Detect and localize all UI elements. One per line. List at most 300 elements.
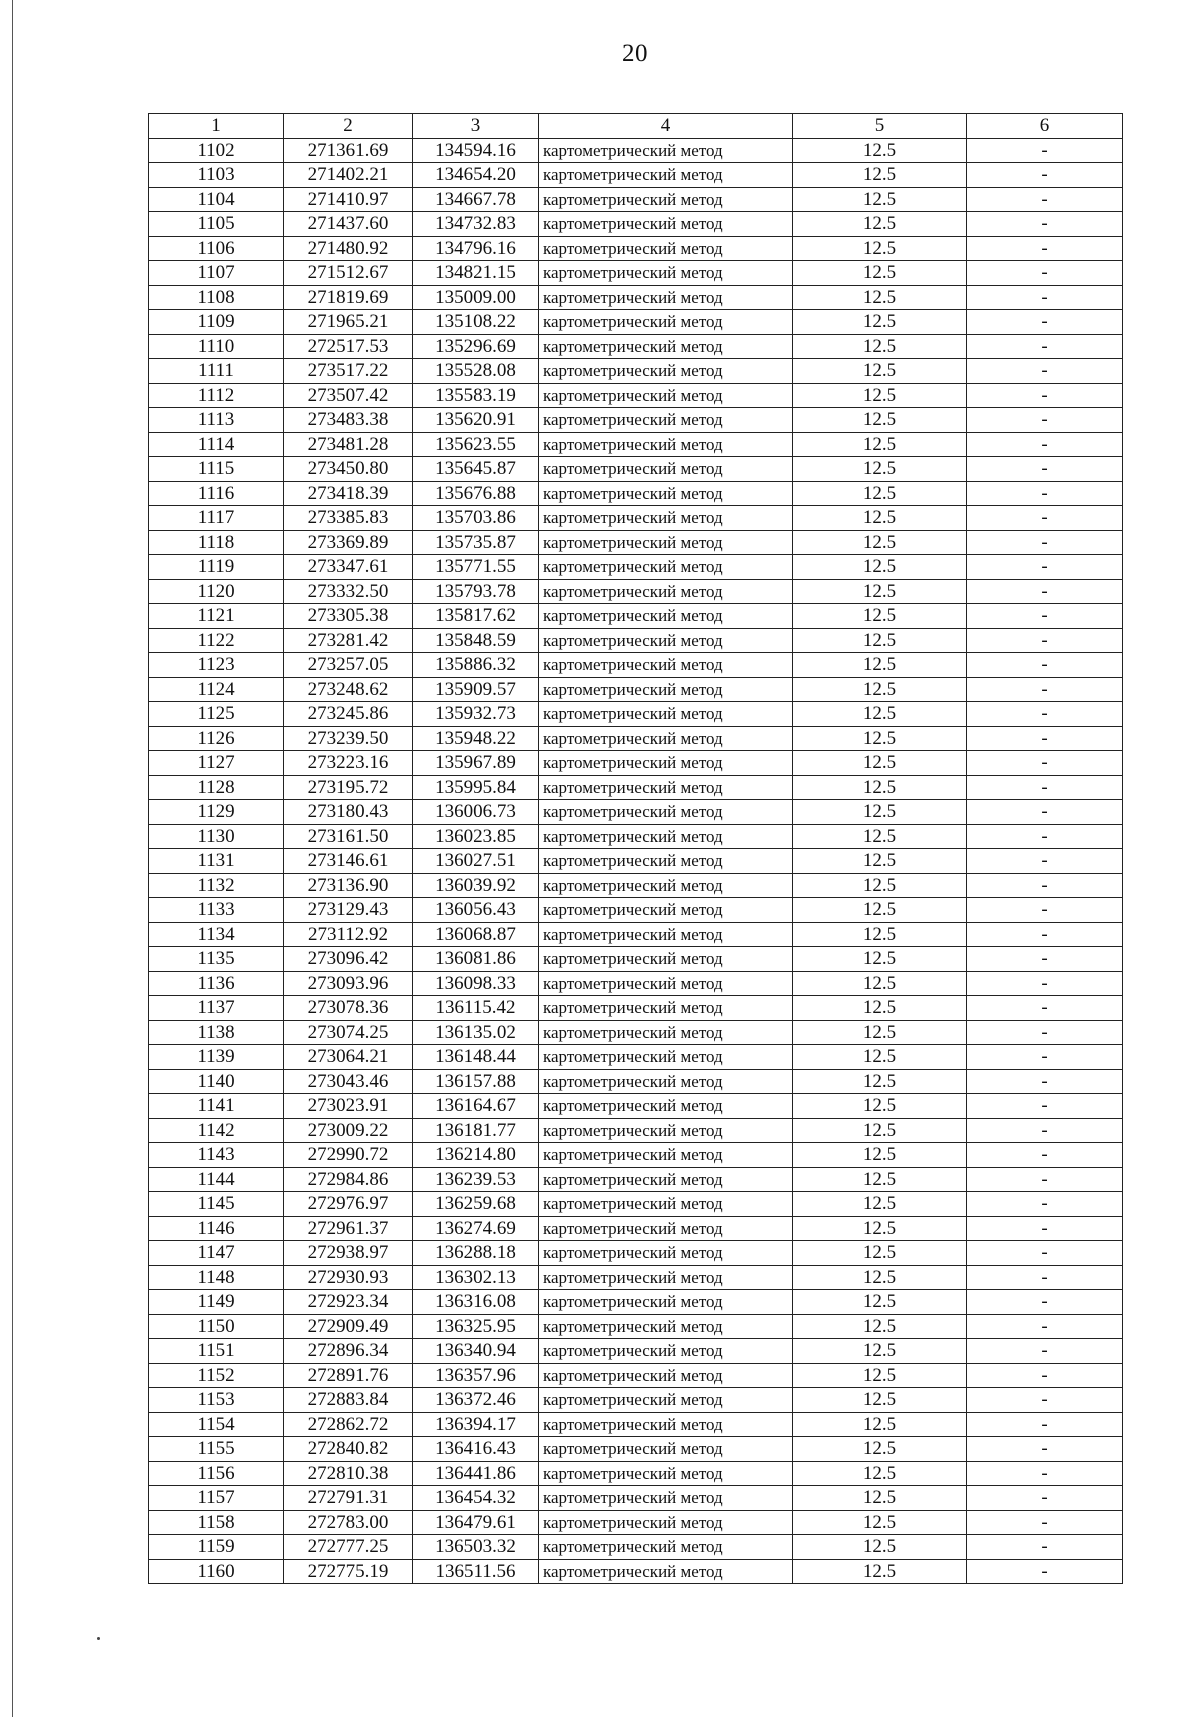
cell-method: картометрический метод — [539, 285, 793, 310]
cell-x-coordinate: 272883.84 — [284, 1388, 413, 1413]
cell-note: - — [967, 1535, 1123, 1560]
scan-speck — [97, 1637, 100, 1640]
cell-accuracy: 12.5 — [793, 1412, 967, 1437]
cell-y-coordinate: 136479.61 — [413, 1510, 539, 1535]
header-cell-5: 5 — [793, 114, 967, 139]
cell-y-coordinate: 135108.22 — [413, 310, 539, 335]
cell-method: картометрический метод — [539, 1216, 793, 1241]
cell-y-coordinate: 135848.59 — [413, 628, 539, 653]
table-row — [149, 800, 1123, 825]
cell-accuracy: 12.5 — [793, 579, 967, 604]
cell-note: - — [967, 408, 1123, 433]
cell-accuracy: 12.5 — [793, 1314, 967, 1339]
cell-x-coordinate: 272938.97 — [284, 1241, 413, 1266]
cell-y-coordinate: 134594.16 — [413, 138, 539, 163]
cell-method: картометрический метод — [539, 236, 793, 261]
cell-accuracy: 12.5 — [793, 1192, 967, 1217]
cell-point-number: 1135 — [149, 947, 284, 972]
cell-y-coordinate: 134796.16 — [413, 236, 539, 261]
cell-accuracy: 12.5 — [793, 1339, 967, 1364]
cell-method: картометрический метод — [539, 628, 793, 653]
cell-method: картометрический метод — [539, 163, 793, 188]
cell-y-coordinate: 136081.86 — [413, 947, 539, 972]
cell-point-number: 1152 — [149, 1363, 284, 1388]
cell-point-number: 1111 — [149, 359, 284, 384]
header-cell-3: 3 — [413, 114, 539, 139]
table-row — [149, 1461, 1123, 1486]
cell-x-coordinate: 273257.05 — [284, 653, 413, 678]
table-row — [149, 1216, 1123, 1241]
cell-y-coordinate: 134654.20 — [413, 163, 539, 188]
cell-method: картометрический метод — [539, 677, 793, 702]
cell-y-coordinate: 135583.19 — [413, 383, 539, 408]
cell-x-coordinate: 272862.72 — [284, 1412, 413, 1437]
cell-point-number: 1154 — [149, 1412, 284, 1437]
cell-point-number: 1116 — [149, 481, 284, 506]
cell-note: - — [967, 187, 1123, 212]
cell-method: картометрический метод — [539, 800, 793, 825]
page-number: 20 — [622, 40, 648, 67]
cell-note: - — [967, 653, 1123, 678]
cell-method: картометрический метод — [539, 138, 793, 163]
cell-y-coordinate: 136316.08 — [413, 1290, 539, 1315]
cell-point-number: 1134 — [149, 922, 284, 947]
table-row — [149, 408, 1123, 433]
cell-y-coordinate: 135009.00 — [413, 285, 539, 310]
cell-x-coordinate: 273418.39 — [284, 481, 413, 506]
cell-y-coordinate: 135296.69 — [413, 334, 539, 359]
cell-note: - — [967, 1388, 1123, 1413]
cell-point-number: 1141 — [149, 1094, 284, 1119]
table-row — [149, 1412, 1123, 1437]
cell-note: - — [967, 849, 1123, 874]
cell-y-coordinate: 136239.53 — [413, 1167, 539, 1192]
cell-method: картометрический метод — [539, 481, 793, 506]
cell-note: - — [967, 457, 1123, 482]
cell-point-number: 1129 — [149, 800, 284, 825]
cell-point-number: 1140 — [149, 1069, 284, 1094]
cell-point-number: 1123 — [149, 653, 284, 678]
cell-accuracy: 12.5 — [793, 1241, 967, 1266]
cell-note: - — [967, 1020, 1123, 1045]
cell-note: - — [967, 359, 1123, 384]
cell-y-coordinate: 136302.13 — [413, 1265, 539, 1290]
cell-y-coordinate: 136148.44 — [413, 1045, 539, 1070]
cell-method: картометрический метод — [539, 971, 793, 996]
cell-note: - — [967, 138, 1123, 163]
cell-accuracy: 12.5 — [793, 1143, 967, 1168]
cell-accuracy: 12.5 — [793, 506, 967, 531]
scan-margin-line — [12, 0, 13, 1717]
table-row — [149, 1363, 1123, 1388]
cell-accuracy: 12.5 — [793, 383, 967, 408]
cell-x-coordinate: 271402.21 — [284, 163, 413, 188]
cell-x-coordinate: 272775.19 — [284, 1559, 413, 1584]
cell-point-number: 1109 — [149, 310, 284, 335]
cell-method: картометрический метод — [539, 1167, 793, 1192]
cell-y-coordinate: 135528.08 — [413, 359, 539, 384]
cell-x-coordinate: 273450.80 — [284, 457, 413, 482]
cell-method: картометрический метод — [539, 1290, 793, 1315]
cell-y-coordinate: 135995.84 — [413, 775, 539, 800]
cell-accuracy: 12.5 — [793, 1486, 967, 1511]
cell-method: картометрический метод — [539, 1314, 793, 1339]
table-row — [149, 138, 1123, 163]
cell-accuracy: 12.5 — [793, 1020, 967, 1045]
cell-point-number: 1107 — [149, 261, 284, 286]
cell-method: картометрический метод — [539, 383, 793, 408]
cell-point-number: 1110 — [149, 334, 284, 359]
cell-y-coordinate: 136056.43 — [413, 898, 539, 923]
cell-y-coordinate: 136157.88 — [413, 1069, 539, 1094]
cell-note: - — [967, 1510, 1123, 1535]
table-row — [149, 1045, 1123, 1070]
cell-note: - — [967, 1437, 1123, 1462]
cell-x-coordinate: 272961.37 — [284, 1216, 413, 1241]
cell-note: - — [967, 751, 1123, 776]
cell-x-coordinate: 273146.61 — [284, 849, 413, 874]
cell-accuracy: 12.5 — [793, 800, 967, 825]
coordinates-table — [148, 113, 1123, 1584]
cell-x-coordinate: 273129.43 — [284, 898, 413, 923]
cell-x-coordinate: 273347.61 — [284, 555, 413, 580]
cell-x-coordinate: 272891.76 — [284, 1363, 413, 1388]
cell-note: - — [967, 922, 1123, 947]
cell-method: картометрический метод — [539, 1020, 793, 1045]
cell-y-coordinate: 134667.78 — [413, 187, 539, 212]
cell-x-coordinate: 272896.34 — [284, 1339, 413, 1364]
cell-x-coordinate: 272783.00 — [284, 1510, 413, 1535]
cell-point-number: 1130 — [149, 824, 284, 849]
cell-method: картометрический метод — [539, 408, 793, 433]
table-row — [149, 506, 1123, 531]
cell-x-coordinate: 272976.97 — [284, 1192, 413, 1217]
table-row — [149, 1314, 1123, 1339]
cell-x-coordinate: 272990.72 — [284, 1143, 413, 1168]
cell-method: картометрический метод — [539, 775, 793, 800]
cell-y-coordinate: 135623.55 — [413, 432, 539, 457]
cell-x-coordinate: 272923.34 — [284, 1290, 413, 1315]
cell-point-number: 1105 — [149, 212, 284, 237]
cell-point-number: 1120 — [149, 579, 284, 604]
table-row — [149, 873, 1123, 898]
cell-point-number: 1122 — [149, 628, 284, 653]
cell-accuracy: 12.5 — [793, 530, 967, 555]
cell-y-coordinate: 136454.32 — [413, 1486, 539, 1511]
table-row — [149, 653, 1123, 678]
cell-x-coordinate: 273385.83 — [284, 506, 413, 531]
cell-x-coordinate: 271361.69 — [284, 138, 413, 163]
cell-note: - — [967, 1167, 1123, 1192]
cell-note: - — [967, 1314, 1123, 1339]
cell-point-number: 1131 — [149, 849, 284, 874]
cell-note: - — [967, 285, 1123, 310]
cell-x-coordinate: 273096.42 — [284, 947, 413, 972]
cell-x-coordinate: 273112.92 — [284, 922, 413, 947]
cell-y-coordinate: 135948.22 — [413, 726, 539, 751]
cell-method: картометрический метод — [539, 1192, 793, 1217]
table-row — [149, 359, 1123, 384]
cell-point-number: 1151 — [149, 1339, 284, 1364]
table-row — [149, 947, 1123, 972]
cell-method: картометрический метод — [539, 579, 793, 604]
cell-note: - — [967, 334, 1123, 359]
cell-accuracy: 12.5 — [793, 1290, 967, 1315]
cell-method: картометрический метод — [539, 1461, 793, 1486]
cell-y-coordinate: 135793.78 — [413, 579, 539, 604]
cell-point-number: 1158 — [149, 1510, 284, 1535]
cell-method: картометрический метод — [539, 824, 793, 849]
cell-point-number: 1153 — [149, 1388, 284, 1413]
cell-method: картометрический метод — [539, 1437, 793, 1462]
cell-note: - — [967, 506, 1123, 531]
cell-note: - — [967, 1486, 1123, 1511]
cell-point-number: 1124 — [149, 677, 284, 702]
cell-x-coordinate: 273223.16 — [284, 751, 413, 776]
header-cell-2: 2 — [284, 114, 413, 139]
cell-point-number: 1132 — [149, 873, 284, 898]
cell-note: - — [967, 947, 1123, 972]
table-row — [149, 1069, 1123, 1094]
cell-accuracy: 12.5 — [793, 1437, 967, 1462]
cell-accuracy: 12.5 — [793, 555, 967, 580]
cell-y-coordinate: 134821.15 — [413, 261, 539, 286]
cell-note: - — [967, 604, 1123, 629]
table-row — [149, 628, 1123, 653]
cell-method: картометрический метод — [539, 1241, 793, 1266]
cell-y-coordinate: 135909.57 — [413, 677, 539, 702]
table-row — [149, 285, 1123, 310]
cell-accuracy: 12.5 — [793, 898, 967, 923]
table-row — [149, 1192, 1123, 1217]
table-row — [149, 187, 1123, 212]
cell-x-coordinate: 273369.89 — [284, 530, 413, 555]
cell-method: картометрический метод — [539, 653, 793, 678]
cell-accuracy: 12.5 — [793, 457, 967, 482]
cell-x-coordinate: 273507.42 — [284, 383, 413, 408]
cell-y-coordinate: 135886.32 — [413, 653, 539, 678]
cell-x-coordinate: 272840.82 — [284, 1437, 413, 1462]
cell-accuracy: 12.5 — [793, 922, 967, 947]
cell-point-number: 1159 — [149, 1535, 284, 1560]
cell-x-coordinate: 272791.31 — [284, 1486, 413, 1511]
cell-note: - — [967, 1290, 1123, 1315]
cell-accuracy: 12.5 — [793, 1045, 967, 1070]
cell-y-coordinate: 136394.17 — [413, 1412, 539, 1437]
cell-y-coordinate: 136098.33 — [413, 971, 539, 996]
cell-note: - — [967, 1216, 1123, 1241]
cell-method: картометрический метод — [539, 1388, 793, 1413]
cell-note: - — [967, 1339, 1123, 1364]
cell-y-coordinate: 136039.92 — [413, 873, 539, 898]
cell-accuracy: 12.5 — [793, 1118, 967, 1143]
cell-accuracy: 12.5 — [793, 628, 967, 653]
cell-y-coordinate: 136503.32 — [413, 1535, 539, 1560]
cell-accuracy: 12.5 — [793, 702, 967, 727]
cell-accuracy: 12.5 — [793, 261, 967, 286]
cell-y-coordinate: 136357.96 — [413, 1363, 539, 1388]
cell-y-coordinate: 135676.88 — [413, 481, 539, 506]
cell-note: - — [967, 481, 1123, 506]
cell-note: - — [967, 212, 1123, 237]
cell-method: картометрический метод — [539, 604, 793, 629]
cell-x-coordinate: 273064.21 — [284, 1045, 413, 1070]
cell-accuracy: 12.5 — [793, 751, 967, 776]
cell-note: - — [967, 261, 1123, 286]
table-row — [149, 163, 1123, 188]
cell-method: картометрический метод — [539, 1094, 793, 1119]
cell-accuracy: 12.5 — [793, 359, 967, 384]
cell-point-number: 1115 — [149, 457, 284, 482]
cell-note: - — [967, 1412, 1123, 1437]
cell-note: - — [967, 1241, 1123, 1266]
cell-x-coordinate: 273161.50 — [284, 824, 413, 849]
cell-accuracy: 12.5 — [793, 1559, 967, 1584]
cell-y-coordinate: 135967.89 — [413, 751, 539, 776]
table-row — [149, 849, 1123, 874]
table-row — [149, 334, 1123, 359]
cell-method: картометрический метод — [539, 310, 793, 335]
cell-accuracy: 12.5 — [793, 285, 967, 310]
table-row — [149, 898, 1123, 923]
cell-y-coordinate: 136181.77 — [413, 1118, 539, 1143]
cell-method: картометрический метод — [539, 898, 793, 923]
cell-point-number: 1136 — [149, 971, 284, 996]
cell-note: - — [967, 1461, 1123, 1486]
cell-y-coordinate: 136135.02 — [413, 1020, 539, 1045]
table-row — [149, 751, 1123, 776]
cell-x-coordinate: 273481.28 — [284, 432, 413, 457]
cell-accuracy: 12.5 — [793, 138, 967, 163]
cell-y-coordinate: 136023.85 — [413, 824, 539, 849]
table-row — [149, 922, 1123, 947]
cell-point-number: 1102 — [149, 138, 284, 163]
cell-accuracy: 12.5 — [793, 653, 967, 678]
cell-x-coordinate: 272909.49 — [284, 1314, 413, 1339]
cell-y-coordinate: 135645.87 — [413, 457, 539, 482]
header-cell-4: 4 — [539, 114, 793, 139]
table-row — [149, 604, 1123, 629]
table-row — [149, 579, 1123, 604]
table-body — [149, 138, 1123, 1584]
cell-accuracy: 12.5 — [793, 849, 967, 874]
cell-x-coordinate: 271512.67 — [284, 261, 413, 286]
cell-y-coordinate: 136340.94 — [413, 1339, 539, 1364]
cell-y-coordinate: 136214.80 — [413, 1143, 539, 1168]
header-cell-1: 1 — [149, 114, 284, 139]
cell-point-number: 1127 — [149, 751, 284, 776]
cell-method: картометрический метод — [539, 1535, 793, 1560]
table-row — [149, 530, 1123, 555]
cell-method: картометрический метод — [539, 261, 793, 286]
cell-y-coordinate: 136006.73 — [413, 800, 539, 825]
cell-point-number: 1148 — [149, 1265, 284, 1290]
cell-point-number: 1150 — [149, 1314, 284, 1339]
cell-x-coordinate: 273517.22 — [284, 359, 413, 384]
cell-accuracy: 12.5 — [793, 677, 967, 702]
cell-accuracy: 12.5 — [793, 481, 967, 506]
cell-x-coordinate: 272777.25 — [284, 1535, 413, 1560]
cell-y-coordinate: 136068.87 — [413, 922, 539, 947]
cell-accuracy: 12.5 — [793, 1388, 967, 1413]
cell-note: - — [967, 1045, 1123, 1070]
table-row — [149, 1241, 1123, 1266]
cell-accuracy: 12.5 — [793, 726, 967, 751]
cell-point-number: 1147 — [149, 1241, 284, 1266]
cell-x-coordinate: 273136.90 — [284, 873, 413, 898]
cell-note: - — [967, 1192, 1123, 1217]
cell-accuracy: 12.5 — [793, 334, 967, 359]
cell-method: картометрический метод — [539, 726, 793, 751]
table-row — [149, 555, 1123, 580]
cell-method: картометрический метод — [539, 1486, 793, 1511]
table-row — [149, 481, 1123, 506]
cell-point-number: 1149 — [149, 1290, 284, 1315]
cell-note: - — [967, 800, 1123, 825]
cell-x-coordinate: 271480.92 — [284, 236, 413, 261]
cell-x-coordinate: 273078.36 — [284, 996, 413, 1021]
cell-method: картометрический метод — [539, 1143, 793, 1168]
cell-accuracy: 12.5 — [793, 1167, 967, 1192]
cell-point-number: 1117 — [149, 506, 284, 531]
table-row — [149, 971, 1123, 996]
cell-note: - — [967, 1143, 1123, 1168]
cell-note: - — [967, 775, 1123, 800]
cell-y-coordinate: 134732.83 — [413, 212, 539, 237]
cell-y-coordinate: 135735.87 — [413, 530, 539, 555]
cell-method: картометрический метод — [539, 996, 793, 1021]
table-row — [149, 432, 1123, 457]
cell-accuracy: 12.5 — [793, 187, 967, 212]
cell-note: - — [967, 1069, 1123, 1094]
cell-method: картометрический метод — [539, 1510, 793, 1535]
cell-y-coordinate: 136115.42 — [413, 996, 539, 1021]
cell-x-coordinate: 271437.60 — [284, 212, 413, 237]
cell-point-number: 1121 — [149, 604, 284, 629]
cell-accuracy: 12.5 — [793, 1510, 967, 1535]
cell-accuracy: 12.5 — [793, 775, 967, 800]
cell-method: картометрический метод — [539, 432, 793, 457]
cell-note: - — [967, 898, 1123, 923]
cell-x-coordinate: 273195.72 — [284, 775, 413, 800]
cell-note: - — [967, 1559, 1123, 1584]
cell-y-coordinate: 136511.56 — [413, 1559, 539, 1584]
cell-method: картометрический метод — [539, 1045, 793, 1070]
cell-method: картометрический метод — [539, 1412, 793, 1437]
cell-accuracy: 12.5 — [793, 1265, 967, 1290]
cell-note: - — [967, 726, 1123, 751]
table-row — [149, 1535, 1123, 1560]
cell-x-coordinate: 272984.86 — [284, 1167, 413, 1192]
table-row — [149, 310, 1123, 335]
cell-point-number: 1160 — [149, 1559, 284, 1584]
table-row — [149, 1388, 1123, 1413]
cell-accuracy: 12.5 — [793, 1363, 967, 1388]
table-row — [149, 212, 1123, 237]
cell-y-coordinate: 135771.55 — [413, 555, 539, 580]
cell-method: картометрический метод — [539, 1118, 793, 1143]
cell-note: - — [967, 236, 1123, 261]
cell-point-number: 1128 — [149, 775, 284, 800]
table-row — [149, 677, 1123, 702]
cell-point-number: 1118 — [149, 530, 284, 555]
cell-y-coordinate: 136274.69 — [413, 1216, 539, 1241]
table-row — [149, 1167, 1123, 1192]
cell-accuracy: 12.5 — [793, 604, 967, 629]
cell-method: картометрический метод — [539, 555, 793, 580]
cell-y-coordinate: 135703.86 — [413, 506, 539, 531]
cell-y-coordinate: 136027.51 — [413, 849, 539, 874]
